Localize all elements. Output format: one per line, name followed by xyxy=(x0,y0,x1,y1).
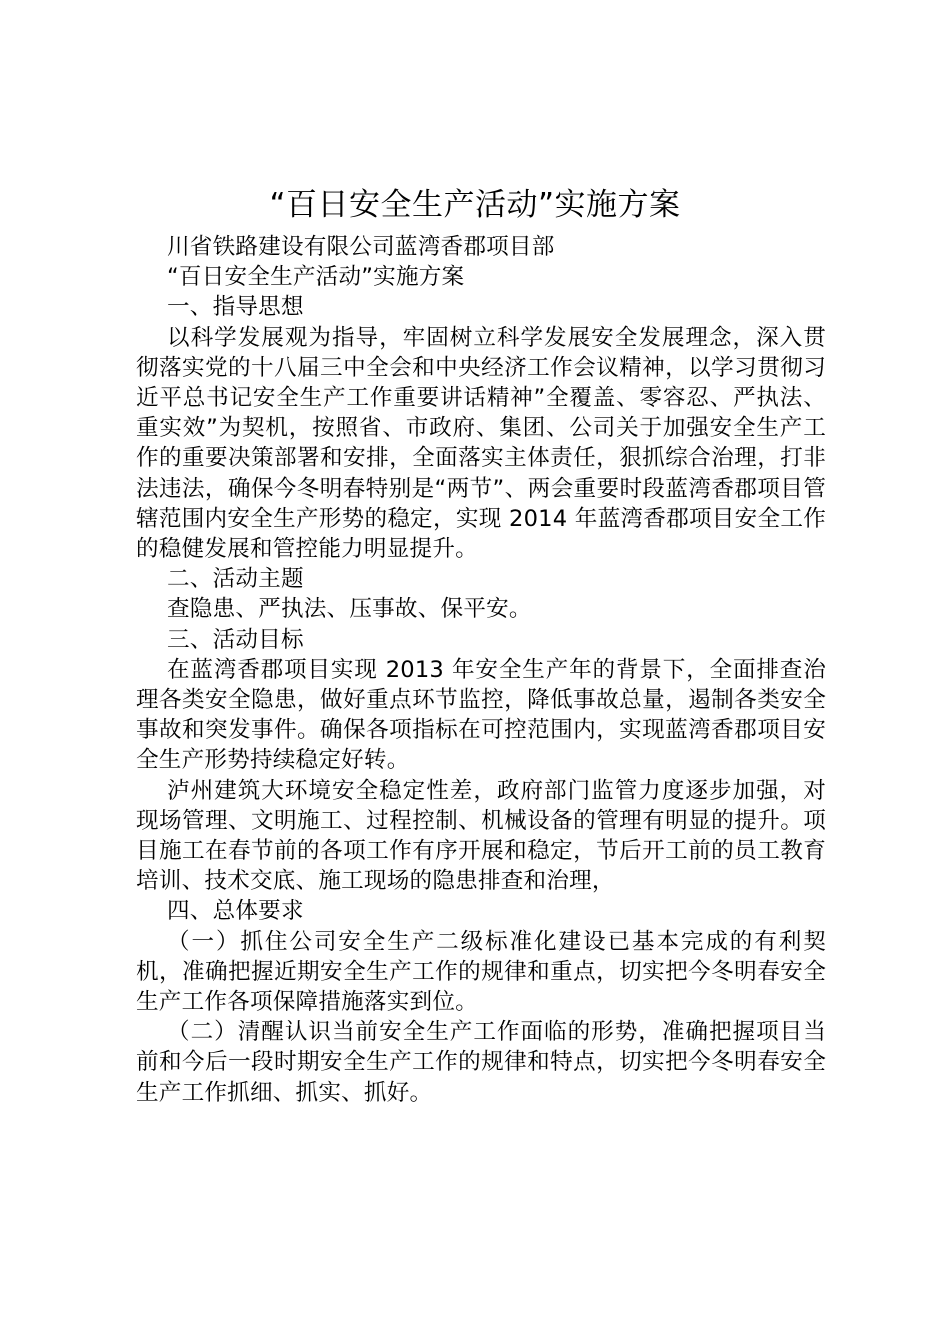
paragraph-requirement-1: （一）抓住公司安全生产二级标准化建设已基本完成的有利契机，准确把握近期安全生产工作的规律和重点，切实把今冬明春安全生产工作各项保障措施落实到位。 xyxy=(136,928,826,1016)
document-title: “百日安全生产活动”实施方案 xyxy=(269,187,681,223)
paragraph-requirement-2: （二）清醒认识当前安全生产工作面临的形势，准确把握项目当前和今后一段时期安全生产工作的规律和特点，切实把今冬明春安全生产工作抓细、抓实、抓好。 xyxy=(136,1019,826,1106)
section-heading-guiding-ideology: 一、指导思想 xyxy=(167,294,304,321)
paragraph-luzhou-environment: 泸州建筑大环境安全稳定性差，政府部门监管力度逐步加强，对现场管理、文明施工、过程控制、机械设备的管理有明显的提升。项目施工在春节前的各项工作有序开展和稳定，节后开工前的员工教育培训、技术交底、施工现场的隐患排查和治理， xyxy=(136,777,826,895)
document-body xyxy=(136,232,826,1108)
subtitle-line: “百日安全生产活动”实施方案 xyxy=(167,264,465,291)
org-name-line: 川省铁路建设有限公司蓝湾香郡项目部 xyxy=(167,234,555,260)
section-heading-overall-requirements: 四、总体要求 xyxy=(167,898,304,925)
paragraph-activity-theme: 查隐患、严执法、压事故、保平安。 xyxy=(167,596,532,623)
paragraph-activity-goals: 在蓝湾香郡项目实现 2013 年安全生产年的背景下，全面排查治理各类安全隐患，做好重点环节监控，降低事故总量，遏制各类安全事故和突发事件。确保各项指标在可控范围内，实现蓝湾香郡项目安全生产形势持续稳定好转。 xyxy=(136,656,826,774)
section-heading-activity-goals: 三、活动目标 xyxy=(167,626,304,653)
paragraph-guiding-ideology: 以科学发展观为指导，牢固树立科学发展安全发展理念，深入贯彻落实党的十八届三中全会和中央经济工作会议精神，以学习贯彻习近平总书记安全生产工作重要讲话精神”全覆盖、零容忍、严执法、重实效”为契机，按照省、市政府、集团、公司关于加强安全生产工作的重要决策部署和安排，全面落实主体责任，狠抓综合治理，打非法违法，确保今冬明春特别是“两节”、两会重要时段蓝湾香郡项目管辖范围内安全生产形势的稳定，实现 2014 年蓝湾香郡项目安全工作的稳健发展和管控能力明显提升。 xyxy=(136,324,826,563)
section-heading-activity-theme: 二、活动主题 xyxy=(167,566,304,593)
